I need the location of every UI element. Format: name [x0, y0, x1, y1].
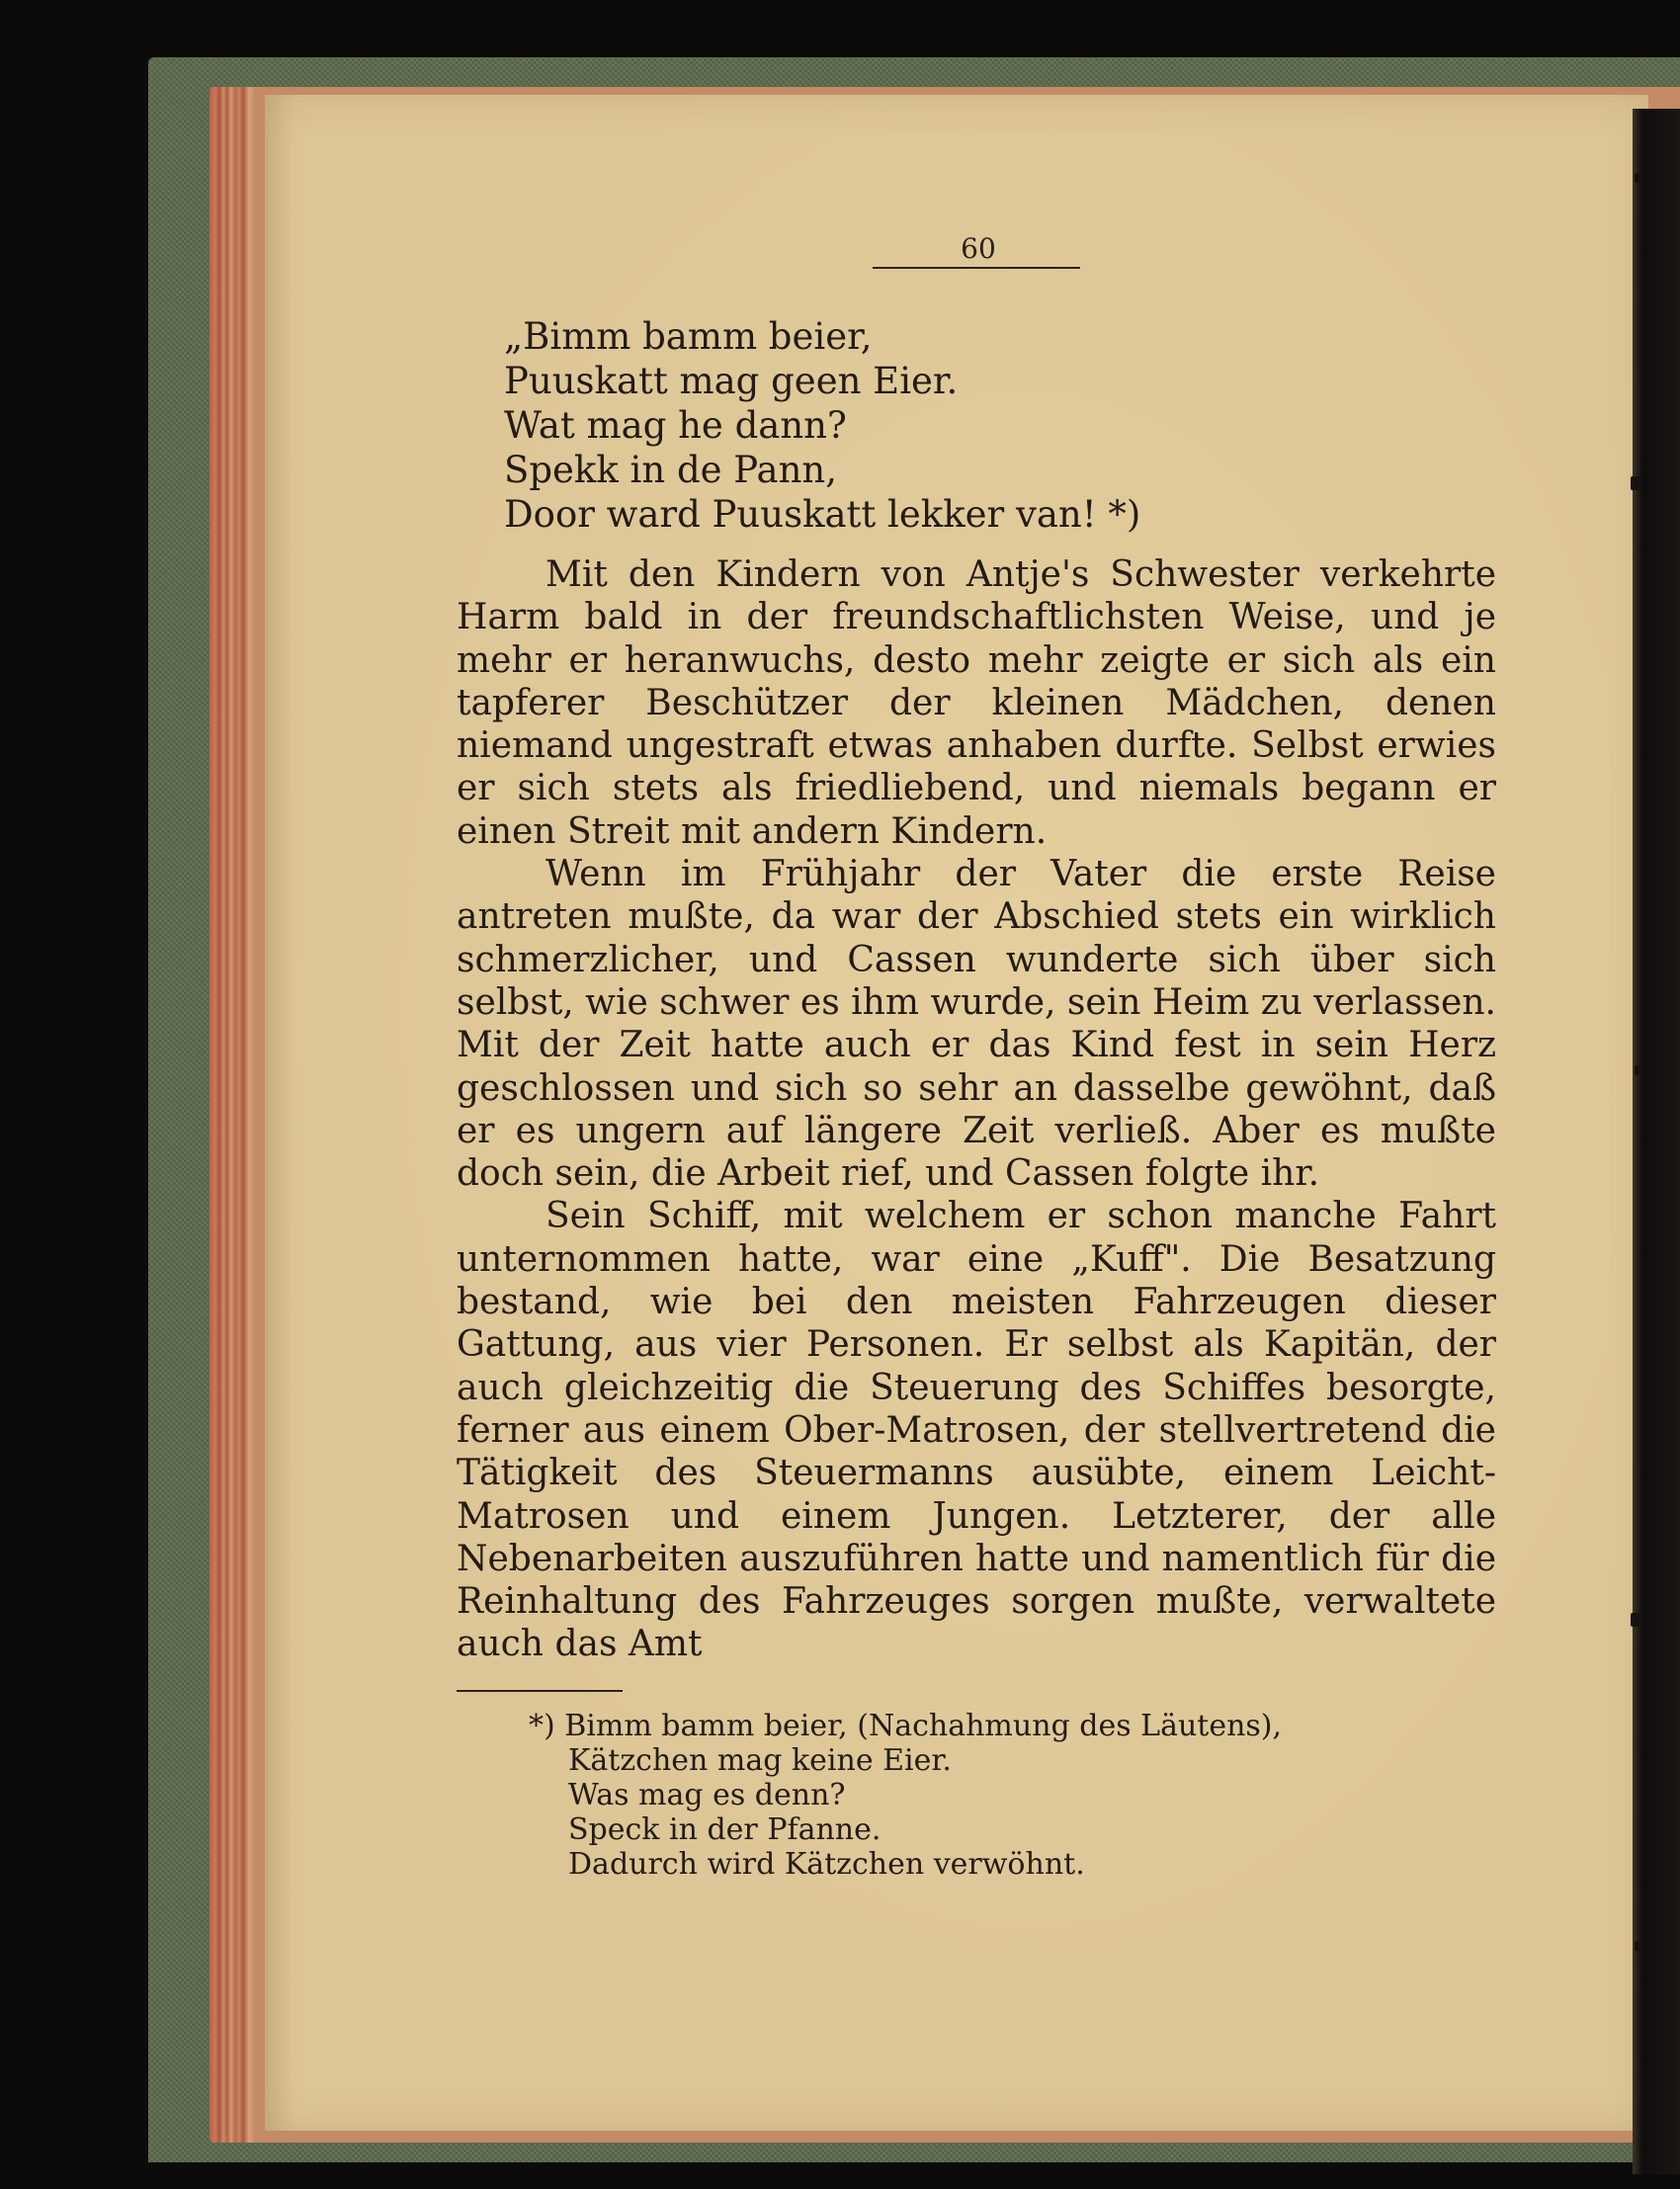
- binding-mark: [1631, 1613, 1642, 1627]
- book-gutter: [1633, 109, 1680, 2174]
- footnote-line: Was mag es denn?: [568, 1778, 846, 1812]
- footnote-line: Kätzchen mag keine Eier.: [568, 1743, 952, 1778]
- footnote-line: *) Bimm bamm beier, (Nachahmung des Läutens),: [529, 1709, 1283, 1743]
- poem-line: Door ward Puuskatt lekker van! *): [504, 493, 1141, 536]
- paragraph: Wenn im Frühjahr der Vater die erste Reise antreten mußte, da war der Abschied stets ein wirklich schmerzlicher, und Cassen wunderte sich über sich selbst, wie schwer es ihm wurde, sein Heim zu verlassen. Mit der Zeit hatte auch er das Kind fest in sein Herz geschlossen und sich so sehr an dasselbe gewöhnt, daß er es ungern auf längere Zeit verließ. Aber es mußte doch sein, die Arbeit rief, und Cassen folgte ihr.: [457, 854, 1496, 1195]
- body-text: [457, 553, 1496, 1666]
- footnote-rule: [457, 1690, 623, 1692]
- poem-line: Spekk in de Pann,: [504, 449, 838, 491]
- poem: [504, 314, 1502, 537]
- paragraph: Mit den Kindern von Antje's Schwester verkehrte Harm bald in der freundschaftlichsten Weise, und je mehr er heranwuchs, desto mehr zeigte er sich als ein tapferer Beschützer der kleinen Mädchen, denen niemand ungestraft etwas anhaben durfte. Selbst erwies er sich stets als friedliebend, und niemals begann er einen Streit mit andern Kindern.: [457, 554, 1496, 852]
- binding-mark: [1635, 1941, 1642, 1951]
- footnote-line: Dadurch wird Kätzchen verwöhnt.: [568, 1847, 1085, 1882]
- binding-mark: [1635, 173, 1642, 183]
- footnote-line: Speck in der Pfanne.: [568, 1812, 882, 1847]
- paragraph: Sein Schiff, mit welchem er schon manche Fahrt unternommen hatte, war eine „Kuff". Die Besatzung bestand, wie bei den meisten Fahrzeugen dieser Gattung, aus vier Personen. Er selbst als Kapitän, der auch gleichzeitig die Steuerung des Schiffes besorgte, ferner aus einem Ober-Matrosen, der stellvertretend die Tätigkeit des Steuermanns ausübte, einem Leicht-Matrosen und einem Jungen. Letzterer, der alle Nebenarbeiten auszuführen hatte und namentlich für die Reinhaltung des Fahrzeuges sorgen mußte, verwaltete auch das Amt: [457, 1196, 1496, 1665]
- poem-line: Puuskatt mag geen Eier.: [504, 360, 959, 402]
- page-number: 60: [961, 232, 996, 265]
- poem-line: „Bimm bamm beier,: [504, 315, 873, 358]
- poem-line: Wat mag he dann?: [504, 404, 847, 447]
- binding-mark: [1631, 476, 1640, 490]
- binding-mark: [1635, 1065, 1642, 1075]
- header-rule: [873, 267, 1080, 269]
- footnote: [529, 1709, 1517, 1882]
